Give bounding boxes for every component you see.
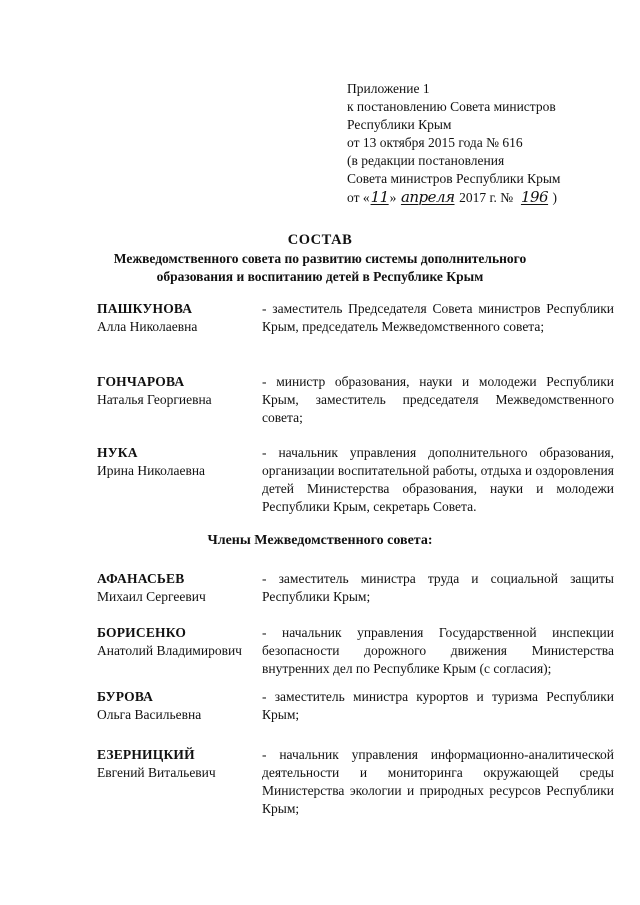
- person-given-name: Евгений Витальевич: [97, 765, 216, 780]
- person-name: [97, 624, 252, 660]
- person-role: - заместитель Председателя Совета министров Республики Крым, председатель Межведомственного совета;: [262, 301, 614, 334]
- person-given-name: Анатолий Владимирович: [97, 643, 242, 658]
- appendix-line: от 13 октября 2015 года № 616: [347, 135, 523, 150]
- appendix-date-line: [347, 188, 560, 207]
- person-name: [97, 300, 252, 336]
- appendix-line: Республики Крым: [347, 117, 452, 132]
- person-surname: ЕЗЕРНИЦКИЙ: [97, 747, 195, 762]
- person-role: - заместитель министра курортов и туризма Республики Крым;: [262, 689, 614, 722]
- person-surname: АФАНАСЬЕВ: [97, 571, 185, 586]
- person-role: - начальник управления Государственной инспекции безопасности дорожного движения Министерства внутренних дел по Республике Крым (с согласия);: [262, 625, 614, 676]
- date-prefix: от «: [347, 190, 370, 205]
- person-name: [97, 688, 252, 724]
- appendix-line: (в редакции постановления: [347, 153, 505, 168]
- date-year: 2017 г. №: [459, 190, 514, 205]
- appendix-line: к постановлению Совета министров: [347, 99, 556, 114]
- person-surname: ГОНЧАРОВА: [97, 374, 185, 389]
- person-role: - министр образования, науки и молодежи Республики Крым, заместитель председателя Межведомственного совета;: [262, 374, 614, 425]
- subtitle-line: Межведомственного совета по развитию системы дополнительного: [113, 251, 527, 266]
- person-given-name: Алла Николаевна: [97, 319, 198, 334]
- person-role: - начальник управления информационно-аналитической деятельности и мониторинга окружающей среды Министерства экологии и природных ресурсов Республики Крым;: [262, 747, 614, 816]
- appendix-header: [347, 80, 560, 207]
- handwritten-day: 11: [370, 188, 389, 206]
- appendix-line: Приложение 1: [347, 81, 430, 96]
- person-name: [97, 570, 252, 606]
- handwritten-month: апреля: [400, 188, 455, 206]
- subtitle-line: образования и воспитанию детей в Республике Крым: [156, 269, 484, 284]
- document-title: СОСТАВ: [287, 232, 353, 248]
- members-heading: Члены Межведомственного совета:: [207, 533, 433, 548]
- handwritten-number: 196: [520, 188, 549, 206]
- date-suffix: ): [552, 190, 558, 205]
- date-mid: »: [389, 190, 397, 205]
- person-surname: БОРИСЕНКО: [97, 625, 187, 640]
- person-given-name: Михаил Сергеевич: [97, 589, 206, 604]
- person-given-name: Ирина Николаевна: [97, 463, 206, 478]
- appendix-line: Совета министров Республики Крым: [347, 171, 561, 186]
- person-name: [97, 373, 252, 409]
- person-role: - заместитель министра труда и социальной защиты Республики Крым;: [262, 571, 614, 604]
- person-surname: ПАШКУНОВА: [97, 301, 193, 316]
- person-given-name: Наталья Георгиевна: [97, 392, 212, 407]
- person-surname: НУКА: [97, 445, 138, 460]
- person-surname: БУРОВА: [97, 689, 154, 704]
- person-name: [97, 746, 252, 782]
- person-given-name: Ольга Васильевна: [97, 707, 202, 722]
- document-subtitle: [0, 250, 640, 286]
- person-name: [97, 444, 252, 480]
- person-role: - начальник управления дополнительного образования, организации воспитательной работы, отдыха и оздоровления детей Министерства образования, науки и молодежи Республики Крым, секретарь Совета.: [262, 445, 614, 514]
